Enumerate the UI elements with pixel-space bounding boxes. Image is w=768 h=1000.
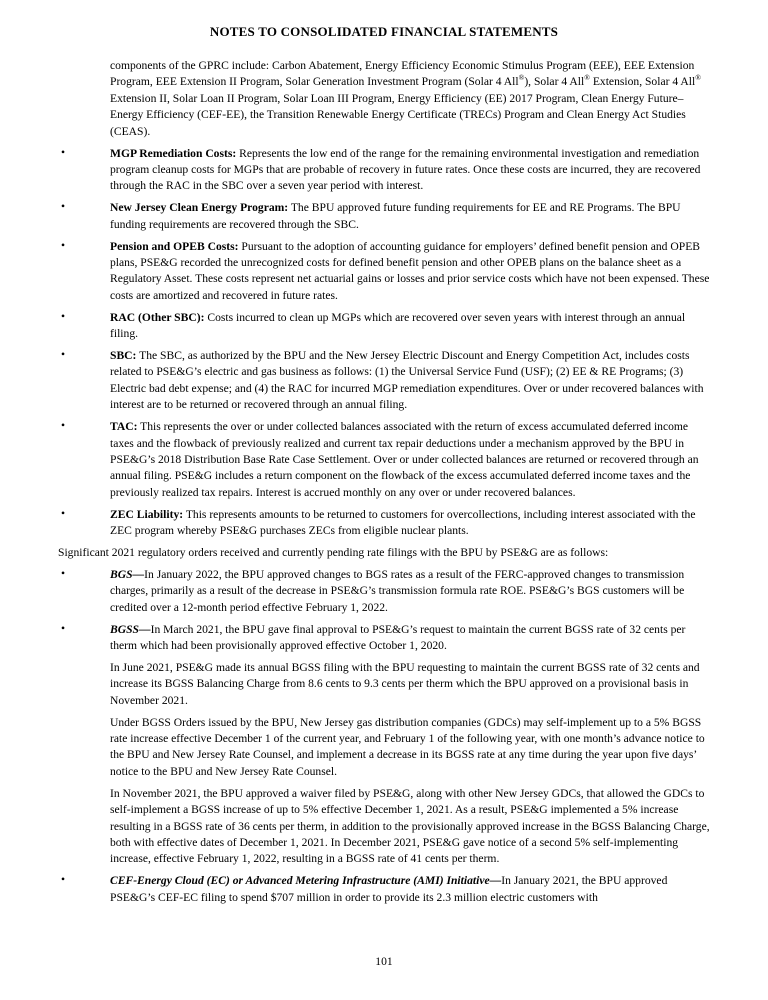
text-segment: In January 2021, the BPU approved PSE&G’s CEF-EC filing to spend $707 million in order to provide its 2.3 million electric customers with	[110, 874, 668, 904]
bullet-item	[61, 309, 711, 343]
text-segment: Extension, Solar 4 All	[589, 75, 696, 89]
bullet-marker: •	[61, 348, 66, 361]
text-segment: In June 2021, PSE&G made its annual BGSS filing with the BPU requesting to maintain the current BGSS rate of 32 cents and increase its BGSS Balancing Charge from 8.6 cents to 9.3 cents per therm which the BPU approved on a provisional basis in November 2021.	[110, 660, 700, 707]
bullet-item	[61, 419, 711, 501]
bullet-item	[61, 621, 711, 655]
bullet-item	[61, 566, 711, 616]
text-segment: The BPU approved future funding requirements for EE and RE Programs. The BPU funding requirements are recovered through the SBC.	[110, 201, 681, 231]
bullet-marker: •	[61, 419, 66, 433]
text-segment: RAC (Other SBC):	[110, 310, 205, 324]
text-segment: MGP Remediation Costs:	[110, 146, 237, 160]
bullet-item	[61, 348, 711, 414]
text-segment: This represents amounts to be returned to customers for overcollections, including interest associated with the ZEC program whereby PSE&G purchases ZECs from eligible nuclear plants.	[110, 507, 696, 538]
bullet-item	[61, 200, 711, 233]
text-segment: The SBC, as authorized by the BPU and the New Jersey Electric Discount and Energy Competition Act, includes costs related to PSE&G’s electric and gas business as follows: (1) the Universal Service Fund (USF); (2) EE & RE Programs; (3) Electric bad debt expense; and (4) the RAC for incurred MGP remediation expenditures. Over or under recovered balances with interest are to be returned or recovered through an annual filing.	[110, 349, 704, 412]
bullet-item	[61, 506, 711, 540]
text-segment: Pursuant to the adoption of accounting guidance for employers’ defined benefit pension and OPEB plans, PSE&G recorded the unrecognized costs for defined benefit pension and other OPEB plans on the balance sheet as a Regulatory Asset. These costs represent net actuarial gains or losses and prior service costs which have not been expensed. These costs are amortized and recovered in future rates.	[110, 239, 710, 302]
text-segment: TAC:	[110, 420, 138, 434]
paragraph	[110, 786, 711, 868]
text-segment: In November 2021, the BPU approved a waiver filed by PSE&G, along with other New Jersey GDCs, that allowed the GDCs to self-implement a BGSS increase of up to 5% effective December 1, 2021. As a result, PSE&G implemented a 5% increase resulting in a BGSS rate of 36 cents per therm, in addition to the provisionally approved increase in the BGSS Balancing Charge, both with effective dates of December 1, 2021. In December 2021, PSE&G gave notice of a second 5% self-implementing increase, effective February 1, 2022, resulting in a BGSS rate of 41 cents per therm.	[110, 786, 710, 866]
text-segment: Under BGSS Orders issued by the BPU, New Jersey gas distribution companies (GDCs) may self-implement up to a 5% BGSS rate increase effective December 1 of the current year, and February 1 of the following year, with one month’s advance notice to the BPU and New Jersey Rate Counsel, and implement a decrease in its BGSS rate at any time during the year upon five days’ notice to the BPU and New Jersey Rate Counsel.	[110, 715, 705, 778]
text-segment: BGS—	[110, 567, 145, 581]
document-content	[58, 58, 711, 912]
text-segment: Costs incurred to clean up MGPs which are recovered over seven years with interest through an annual filing.	[110, 310, 686, 341]
page-title: NOTES TO CONSOLIDATED FINANCIAL STATEMENTS	[209, 24, 559, 39]
registered-trademark-superscript: ®	[695, 73, 701, 83]
text-segment: Significant 2021 regulatory orders received and currently pending rate filings with the BPU by PSE&G are as follows:	[58, 545, 609, 559]
bullet-marker: •	[61, 506, 66, 520]
text-segment: Extension II, Solar Loan II Program, Solar Loan III Program, Energy Efficiency (EE) 2017 Program, Clean Energy Future–Energy Efficiency (CEF-EE), the Transition Renewable Energy Certificate (TRECs) Program and Clean Energy Act Studies (CEAS).	[110, 91, 686, 138]
bullet-marker: •	[61, 621, 66, 635]
bullet-item	[61, 145, 711, 195]
paragraph	[110, 715, 711, 781]
text-segment: ), Solar 4 All	[524, 75, 585, 89]
bullet-marker: •	[61, 309, 66, 323]
text-segment: ZEC Liability:	[110, 507, 184, 521]
text-segment: In January 2022, the BPU approved changes to BGS rates as a result of the FERC-approved changes to transmission charges, primarily as a result of the decrease in PSE&G’s transmission formula rate ROE. PSE&G’s BGS customers will be credited over a 12-month period effective February 1, 2022.	[110, 567, 685, 614]
registered-trademark-superscript: ®	[518, 73, 525, 83]
text-segment: New Jersey Clean Energy Program:	[110, 201, 289, 215]
text-segment: This represents the over or under collected balances associated with the return of excess accumulated deferred income taxes and the flowback of previously realized and current tax repair deductions under a mechanism approved by the BPU in PSE&G’s 2018 Distribution Base Rate Case Settlement. Over or under collected balances are returned or recovered through an annual filing. PSE&G includes a return component on the flowback of the excess accumulated deferred income taxes and the previously realized tax repairs. Interest is accrued monthly on any over or under recovered balances.	[110, 420, 699, 499]
bullet-marker: •	[61, 200, 66, 214]
paragraph	[110, 660, 711, 709]
bullet-marker: •	[61, 145, 66, 159]
text-segment: Pension and OPEB Costs:	[110, 239, 239, 253]
paragraph	[110, 58, 711, 140]
bullet-marker: •	[61, 566, 66, 580]
text-segment: Represents the low end of the range for the remaining environmental investigation and remediation program cleanup costs for MGPs that are probable of recovery in future rates. Once these costs are incurred, they are recovered through the RAC in the SBC over a seven year period with interest.	[110, 146, 701, 193]
bullet-marker: •	[61, 238, 66, 252]
text-segment: components of the GPRC include: Carbon Abatement, Energy Efficiency Economic Stimulus Program (EEE), EEE Extension Program, EEE Extension II Program, Solar Generation Investment Program (Solar 4 All	[110, 59, 695, 89]
text-segment: In March 2021, the BPU gave final approval to PSE&G’s request to maintain the current BGSS rate of 32 cents per therm which had been provisionally approved effective October 1, 2020.	[110, 622, 686, 652]
registered-trademark-superscript: ®	[584, 73, 590, 83]
bullet-item	[61, 238, 711, 305]
text-segment: SBC:	[110, 349, 137, 362]
bullet-marker: •	[61, 873, 66, 887]
bullet-item	[61, 873, 711, 906]
page-number: 101	[375, 955, 393, 968]
text-segment: BGSS—	[110, 622, 151, 636]
paragraph	[58, 545, 711, 561]
text-segment: CEF-Energy Cloud (EC) or Advanced Metering Infrastructure (AMI) Initiative—	[110, 874, 502, 888]
